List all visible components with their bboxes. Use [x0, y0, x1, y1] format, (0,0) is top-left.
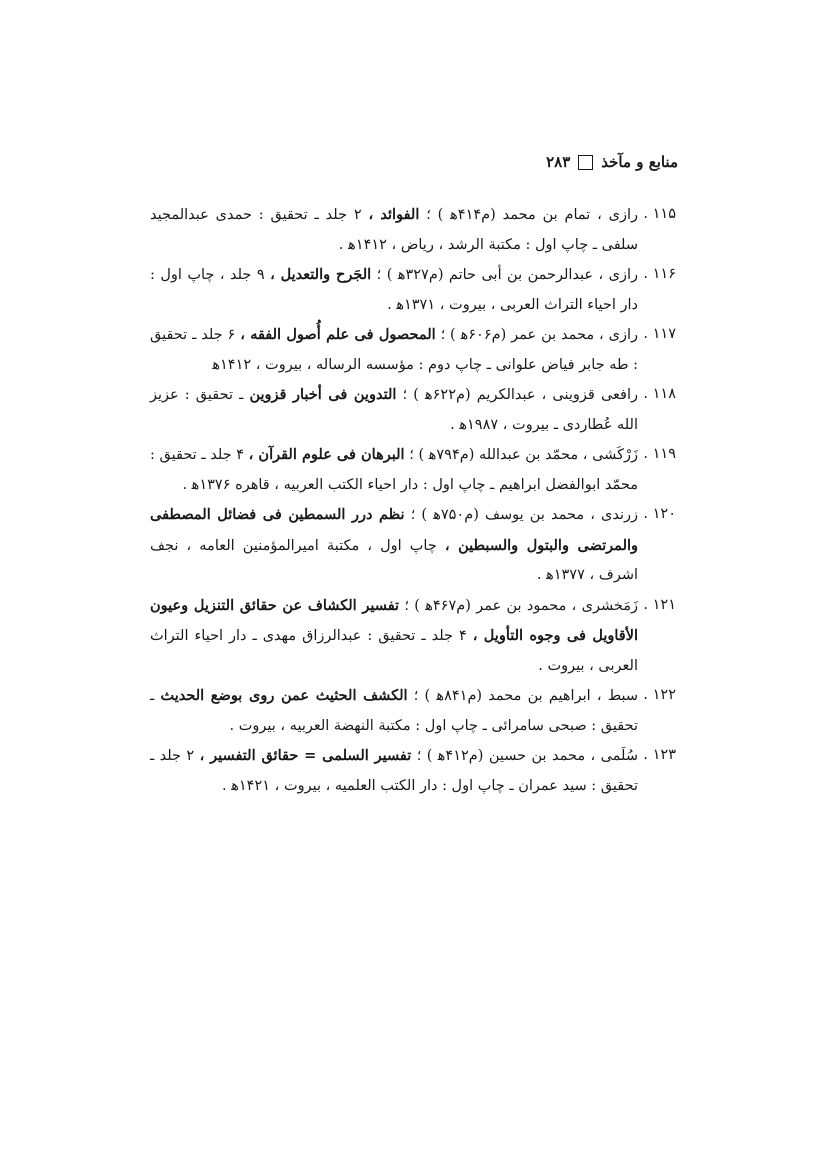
entry-author: زَرْکَشی ، محمّد بن عبدالله (م۷۹۴ﻫ ) ؛	[409, 447, 638, 463]
entry-title: البرهان فی علوم القرآن ،	[248, 446, 405, 463]
entry-details: چاپ اول ، مکتبة امیرالمؤمنین العامه ، نجف اشرف ، ۱۳۷۷ﻫ .	[150, 537, 638, 583]
entry-number: ۱۱۹ .	[643, 446, 676, 462]
entry-title: التدوین فی أخبار قزوین	[249, 386, 397, 403]
entry-author: سبط ، ابراهیم بن محمد (م۸۴۱ﻫ ) ؛	[413, 688, 639, 704]
entry-author: رافعی قزوینی ، عبدالکریم (م۶۲۲ﻫ ) ؛	[402, 387, 638, 403]
bibliography-entry	[150, 500, 676, 591]
entry-number: ۱۲۱ .	[643, 596, 676, 613]
entry-author: رازی ، تمام بن محمد (م۴۱۴ﻫ ) ؛	[426, 207, 639, 223]
entry-number: ۱۱۷ .	[643, 326, 676, 342]
entry-title: المحصول فی علم أُصول الفقه ،	[240, 326, 436, 343]
bibliography-entry	[150, 681, 676, 741]
entry-number: ۱۱۸ .	[643, 386, 676, 402]
page-number: ۲۸۳	[546, 153, 571, 171]
header-title: منابع و مآخذ	[601, 153, 678, 171]
entry-number: ۱۱۶ .	[643, 266, 676, 282]
entry-number: ۱۲۰ .	[643, 506, 676, 522]
entry-details: ـ تحقیق : عزیز الله عُطاردی ـ بیروت ، ۱۹۸۷ﻫ .	[150, 387, 638, 433]
bibliography-entry	[150, 380, 676, 440]
bibliography-entry	[150, 200, 676, 260]
entry-details: ـ تحقیق : صبحی سامرائی ـ چاپ اول : مکتبة النهضة العربیه ، بیروت .	[150, 688, 638, 734]
bibliography-entry	[150, 741, 676, 801]
entry-title: تفسیر السلمی = حقائق التفسیر ،	[199, 747, 412, 764]
running-header	[148, 153, 678, 171]
entry-author: سُلَمی ، محمد بن حسین (م۴۱۲ﻫ ) ؛	[416, 748, 639, 764]
entry-title: الجَرح والتعدیل ،	[270, 266, 372, 283]
entry-number: ۱۱۵ .	[643, 206, 676, 222]
entry-details: ۲ جلد ـ تحقیق : حمدی عبدالمجید سلفی ـ چاپ اول : مکتبة الرشد ، ریاض ، ۱۴۱۲ﻫ .	[150, 207, 638, 253]
bibliography-entry	[150, 440, 676, 500]
entry-author: رازی ، محمد بن عمر (م۶۰۶ﻫ ) ؛	[440, 327, 639, 343]
entry-title: الکشف الحثیث عمن روی بوضع الحدیث	[160, 687, 408, 704]
bibliography-entry	[150, 320, 676, 380]
entry-details: ۹ جلد ، چاپ اول : دار احیاء التراث العربی ، بیروت ، ۱۳۷۱ﻫ .	[150, 267, 638, 313]
entry-title: الفوائد ،	[368, 206, 420, 223]
entry-number: ۱۲۲ .	[643, 687, 676, 703]
entry-details: ۴ جلد ـ تحقیق : محمّد ابوالفضل ابراهیم ـ چاپ اول : دار احیاء الکتب العربیه ، قاهره ۱۳۷۶ﻫ .	[150, 447, 638, 493]
entry-details: ۲ جلد ـ تحقیق : سید عمران ـ چاپ اول : دار الکتب العلمیه ، بیروت ، ۱۴۲۱ﻫ .	[150, 748, 638, 794]
entry-author: رازی ، عبدالرحمن بن أبی حاتم (م۳۲۷ﻫ ) ؛	[376, 267, 639, 283]
bibliography-entry	[150, 591, 676, 682]
entry-details: ۴ جلد ـ تحقیق : عبدالرزاق مهدی ـ دار احیاء التراث العربی ، بیروت .	[150, 628, 638, 674]
entry-author: زرندی ، محمد بن یوسف (م۷۵۰ﻫ ) ؛	[410, 507, 639, 523]
entry-author: زَمَخشری ، محمود بن عمر (م۴۶۷ﻫ ) ؛	[404, 597, 639, 614]
entry-title: نظم درر السمطین فی فضائل المصطفی والمرتضی والبتول والسبطین ،	[150, 506, 639, 554]
entry-title: تفسیر الکشاف عن حقائق التنزیل وعیون الأقاویل فی وجوه التأویل ،	[150, 596, 638, 644]
bibliography-list	[150, 200, 676, 801]
square-box-icon	[578, 155, 593, 170]
entry-number: ۱۲۳ .	[643, 747, 676, 763]
entry-details: ۶ جلد ـ تحقیق : طه جابر فیاض علوانی ـ چاپ دوم : مؤسسه الرساله ، بیروت ، ۱۴۱۲ﻫ	[150, 327, 638, 373]
bibliography-entry	[150, 260, 676, 320]
